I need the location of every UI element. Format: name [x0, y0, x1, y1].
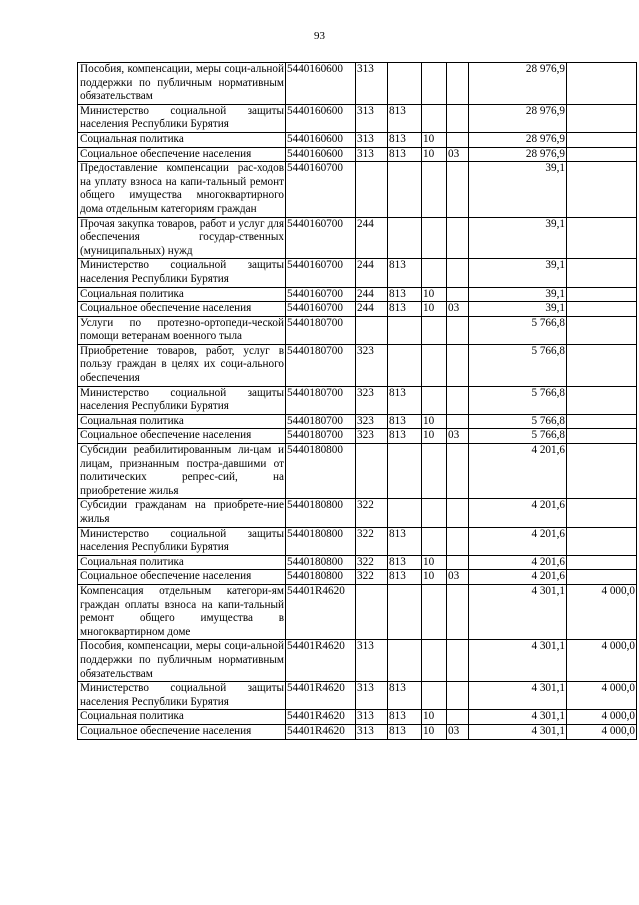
subsection-cell — [447, 386, 469, 414]
target-article-cell: 5440160700 — [286, 302, 356, 317]
amount-cell: 39,1 — [469, 162, 567, 217]
expense-type-cell: 323 — [356, 429, 388, 444]
federal-amount-cell: 4 000,0 — [567, 640, 637, 682]
amount-cell: 5 766,8 — [469, 386, 567, 414]
subsection-cell — [447, 162, 469, 217]
row-name-cell: Социальная политика — [78, 555, 286, 570]
federal-amount-cell — [567, 414, 637, 429]
expense-type-cell: 313 — [356, 682, 388, 710]
amount-cell: 4 201,6 — [469, 570, 567, 585]
target-article-cell: 54401R4620 — [286, 584, 356, 639]
administrator-code-cell — [388, 640, 422, 682]
administrator-code-cell: 813 — [388, 147, 422, 162]
section-cell — [422, 316, 447, 344]
subsection-cell: 03 — [447, 570, 469, 585]
row-name-cell: Социальное обеспечение населения — [78, 570, 286, 585]
target-article-cell: 54401R4620 — [286, 724, 356, 739]
table-row — [78, 682, 637, 710]
expense-type-cell: 323 — [356, 414, 388, 429]
federal-amount-cell — [567, 287, 637, 302]
amount-cell: 39,1 — [469, 217, 567, 259]
subsection-cell — [447, 584, 469, 639]
row-name-cell: Пособия, компенсации, меры соци-альной поддержки по публичным нормативным обязательствам — [78, 63, 286, 105]
amount-cell: 4 201,6 — [469, 555, 567, 570]
table-row — [78, 316, 637, 344]
amount-cell: 5 766,8 — [469, 344, 567, 386]
expense-type-cell: 244 — [356, 259, 388, 287]
table-row — [78, 132, 637, 147]
subsection-cell — [447, 444, 469, 499]
expense-type-cell: 322 — [356, 570, 388, 585]
amount-cell: 28 976,9 — [469, 147, 567, 162]
administrator-code-cell — [388, 499, 422, 527]
expense-type-cell: 244 — [356, 217, 388, 259]
row-name-cell: Пособия, компенсации, меры соци-альной поддержки по публичным нормативным обязательствам — [78, 640, 286, 682]
section-cell — [422, 640, 447, 682]
expense-type-cell: 313 — [356, 147, 388, 162]
section-cell — [422, 584, 447, 639]
subsection-cell: 03 — [447, 724, 469, 739]
subsection-cell: 03 — [447, 302, 469, 317]
row-name-cell: Социальная политика — [78, 710, 286, 725]
subsection-cell — [447, 344, 469, 386]
table-row — [78, 259, 637, 287]
row-name-cell: Услуги по протезно-ортопеди-ческой помощи ветеранам военного тыла — [78, 316, 286, 344]
subsection-cell — [447, 414, 469, 429]
expense-type-cell — [356, 316, 388, 344]
amount-cell: 4 201,6 — [469, 444, 567, 499]
row-name-cell: Министерство социальной защиты населения Республики Бурятия — [78, 682, 286, 710]
target-article-cell: 5440180800 — [286, 570, 356, 585]
federal-amount-cell — [567, 344, 637, 386]
table-row — [78, 302, 637, 317]
administrator-code-cell — [388, 584, 422, 639]
row-name-cell: Социальное обеспечение населения — [78, 724, 286, 739]
table-row — [78, 217, 637, 259]
target-article-cell: 5440180700 — [286, 344, 356, 386]
administrator-code-cell: 813 — [388, 570, 422, 585]
section-cell: 10 — [422, 287, 447, 302]
amount-cell: 4 301,1 — [469, 682, 567, 710]
section-cell — [422, 259, 447, 287]
row-name-cell: Социальное обеспечение населения — [78, 429, 286, 444]
amount-cell: 28 976,9 — [469, 63, 567, 105]
table-row — [78, 527, 637, 555]
subsection-cell — [447, 499, 469, 527]
expense-type-cell: 244 — [356, 302, 388, 317]
section-cell — [422, 63, 447, 105]
target-article-cell: 5440160700 — [286, 217, 356, 259]
subsection-cell — [447, 640, 469, 682]
amount-cell: 28 976,9 — [469, 104, 567, 132]
expense-type-cell: 313 — [356, 132, 388, 147]
section-cell — [422, 444, 447, 499]
subsection-cell — [447, 104, 469, 132]
row-name-cell: Предоставление компенсации рас-ходов на уплату взноса на капи-тальный ремонт общего имущества многоквартирного дома отдельным категориям граждан — [78, 162, 286, 217]
row-name-cell: Субсидии реабилитированным ли-цам и лицам, признанным постра-давшими от политических репрес-сий, на приобретение жилья — [78, 444, 286, 499]
section-cell — [422, 682, 447, 710]
subsection-cell — [447, 682, 469, 710]
row-name-cell: Субсидии гражданам на приобрете-ние жилья — [78, 499, 286, 527]
administrator-code-cell: 813 — [388, 132, 422, 147]
federal-amount-cell — [567, 147, 637, 162]
amount-cell: 5 766,8 — [469, 414, 567, 429]
row-name-cell: Социальная политика — [78, 132, 286, 147]
federal-amount-cell — [567, 444, 637, 499]
row-name-cell: Прочая закупка товаров, работ и услуг для обеспечения государ-ственных (муниципальных) нужд — [78, 217, 286, 259]
section-cell: 10 — [422, 414, 447, 429]
page-number: 93 — [314, 30, 325, 42]
table-row — [78, 724, 637, 739]
target-article-cell: 5440160700 — [286, 162, 356, 217]
expense-type-cell: 323 — [356, 386, 388, 414]
federal-amount-cell — [567, 104, 637, 132]
federal-amount-cell — [567, 217, 637, 259]
federal-amount-cell — [567, 302, 637, 317]
section-cell — [422, 217, 447, 259]
amount-cell: 39,1 — [469, 259, 567, 287]
amount-cell: 28 976,9 — [469, 132, 567, 147]
table-row — [78, 104, 637, 132]
target-article-cell: 5440160600 — [286, 104, 356, 132]
table-row — [78, 710, 637, 725]
federal-amount-cell — [567, 259, 637, 287]
section-cell: 10 — [422, 724, 447, 739]
administrator-code-cell: 813 — [388, 555, 422, 570]
federal-amount-cell — [567, 162, 637, 217]
amount-cell: 39,1 — [469, 287, 567, 302]
section-cell — [422, 386, 447, 414]
target-article-cell: 5440180800 — [286, 527, 356, 555]
target-article-cell: 5440180800 — [286, 444, 356, 499]
subsection-cell: 03 — [447, 147, 469, 162]
amount-cell: 5 766,8 — [469, 429, 567, 444]
federal-amount-cell — [567, 555, 637, 570]
administrator-code-cell: 813 — [388, 386, 422, 414]
expense-type-cell: 313 — [356, 104, 388, 132]
expense-type-cell: 313 — [356, 63, 388, 105]
subsection-cell — [447, 63, 469, 105]
subsection-cell — [447, 259, 469, 287]
budget-table-body — [78, 63, 637, 740]
subsection-cell — [447, 132, 469, 147]
target-article-cell: 5440160600 — [286, 147, 356, 162]
amount-cell: 39,1 — [469, 302, 567, 317]
expense-type-cell: 313 — [356, 640, 388, 682]
federal-amount-cell — [567, 570, 637, 585]
row-name-cell: Компенсация отдельным категори-ям граждан оплаты взноса на капи-тальный ремонт общего имущества в многоквартирном доме — [78, 584, 286, 639]
row-name-cell: Приобретение товаров, работ, услуг в пользу граждан в целях их соци-ального обеспечения — [78, 344, 286, 386]
amount-cell: 4 201,6 — [469, 527, 567, 555]
row-name-cell: Министерство социальной защиты населения Республики Бурятия — [78, 386, 286, 414]
administrator-code-cell: 813 — [388, 682, 422, 710]
table-row — [78, 162, 637, 217]
target-article-cell: 54401R4620 — [286, 710, 356, 725]
expense-type-cell: 322 — [356, 555, 388, 570]
administrator-code-cell — [388, 344, 422, 386]
expense-type-cell — [356, 584, 388, 639]
table-row — [78, 584, 637, 639]
federal-amount-cell: 4 000,0 — [567, 724, 637, 739]
table-row — [78, 570, 637, 585]
federal-amount-cell — [567, 63, 637, 105]
administrator-code-cell — [388, 162, 422, 217]
target-article-cell: 5440180800 — [286, 555, 356, 570]
amount-cell: 4 301,1 — [469, 724, 567, 739]
row-name-cell: Социальное обеспечение населения — [78, 302, 286, 317]
row-name-cell: Министерство социальной защиты населения Республики Бурятия — [78, 259, 286, 287]
subsection-cell — [447, 710, 469, 725]
federal-amount-cell: 4 000,0 — [567, 584, 637, 639]
target-article-cell: 5440180800 — [286, 499, 356, 527]
budget-table — [77, 62, 637, 740]
expense-type-cell: 244 — [356, 287, 388, 302]
target-article-cell: 5440160700 — [286, 287, 356, 302]
section-cell — [422, 104, 447, 132]
administrator-code-cell: 813 — [388, 429, 422, 444]
section-cell — [422, 344, 447, 386]
section-cell — [422, 527, 447, 555]
row-name-cell: Социальная политика — [78, 287, 286, 302]
administrator-code-cell: 813 — [388, 287, 422, 302]
expense-type-cell: 313 — [356, 710, 388, 725]
federal-amount-cell: 4 000,0 — [567, 682, 637, 710]
section-cell: 10 — [422, 429, 447, 444]
federal-amount-cell — [567, 316, 637, 344]
section-cell: 10 — [422, 555, 447, 570]
administrator-code-cell — [388, 63, 422, 105]
subsection-cell — [447, 316, 469, 344]
administrator-code-cell: 813 — [388, 302, 422, 317]
expense-type-cell — [356, 162, 388, 217]
expense-type-cell — [356, 444, 388, 499]
section-cell: 10 — [422, 147, 447, 162]
table-row — [78, 444, 637, 499]
federal-amount-cell — [567, 429, 637, 444]
target-article-cell: 5440180700 — [286, 316, 356, 344]
federal-amount-cell: 4 000,0 — [567, 710, 637, 725]
federal-amount-cell — [567, 499, 637, 527]
federal-amount-cell — [567, 132, 637, 147]
table-row — [78, 386, 637, 414]
amount-cell: 4 201,6 — [469, 499, 567, 527]
amount-cell: 5 766,8 — [469, 316, 567, 344]
table-row — [78, 499, 637, 527]
target-article-cell: 54401R4620 — [286, 640, 356, 682]
section-cell: 10 — [422, 302, 447, 317]
administrator-code-cell: 813 — [388, 527, 422, 555]
section-cell — [422, 499, 447, 527]
target-article-cell: 5440160600 — [286, 132, 356, 147]
row-name-cell: Министерство социальной защиты населения Республики Бурятия — [78, 527, 286, 555]
row-name-cell: Социальное обеспечение населения — [78, 147, 286, 162]
amount-cell: 4 301,1 — [469, 584, 567, 639]
amount-cell: 4 301,1 — [469, 640, 567, 682]
target-article-cell: 5440160700 — [286, 259, 356, 287]
administrator-code-cell — [388, 316, 422, 344]
subsection-cell: 03 — [447, 429, 469, 444]
table-row — [78, 555, 637, 570]
subsection-cell — [447, 555, 469, 570]
amount-cell: 4 301,1 — [469, 710, 567, 725]
administrator-code-cell: 813 — [388, 104, 422, 132]
target-article-cell: 5440180700 — [286, 414, 356, 429]
table-row — [78, 414, 637, 429]
expense-type-cell: 322 — [356, 527, 388, 555]
table-row — [78, 429, 637, 444]
subsection-cell — [447, 217, 469, 259]
table-row — [78, 147, 637, 162]
administrator-code-cell — [388, 444, 422, 499]
table-row — [78, 287, 637, 302]
administrator-code-cell: 813 — [388, 710, 422, 725]
table-row — [78, 63, 637, 105]
row-name-cell: Социальная политика — [78, 414, 286, 429]
table-row — [78, 640, 637, 682]
administrator-code-cell: 813 — [388, 259, 422, 287]
row-name-cell: Министерство социальной защиты населения Республики Бурятия — [78, 104, 286, 132]
target-article-cell: 54401R4620 — [286, 682, 356, 710]
section-cell: 10 — [422, 132, 447, 147]
section-cell: 10 — [422, 710, 447, 725]
section-cell — [422, 162, 447, 217]
expense-type-cell: 322 — [356, 499, 388, 527]
subsection-cell — [447, 287, 469, 302]
administrator-code-cell: 813 — [388, 414, 422, 429]
section-cell: 10 — [422, 570, 447, 585]
administrator-code-cell — [388, 217, 422, 259]
target-article-cell: 5440160600 — [286, 63, 356, 105]
federal-amount-cell — [567, 386, 637, 414]
administrator-code-cell: 813 — [388, 724, 422, 739]
federal-amount-cell — [567, 527, 637, 555]
table-row — [78, 344, 637, 386]
subsection-cell — [447, 527, 469, 555]
expense-type-cell: 323 — [356, 344, 388, 386]
target-article-cell: 5440180700 — [286, 386, 356, 414]
target-article-cell: 5440180700 — [286, 429, 356, 444]
expense-type-cell: 313 — [356, 724, 388, 739]
